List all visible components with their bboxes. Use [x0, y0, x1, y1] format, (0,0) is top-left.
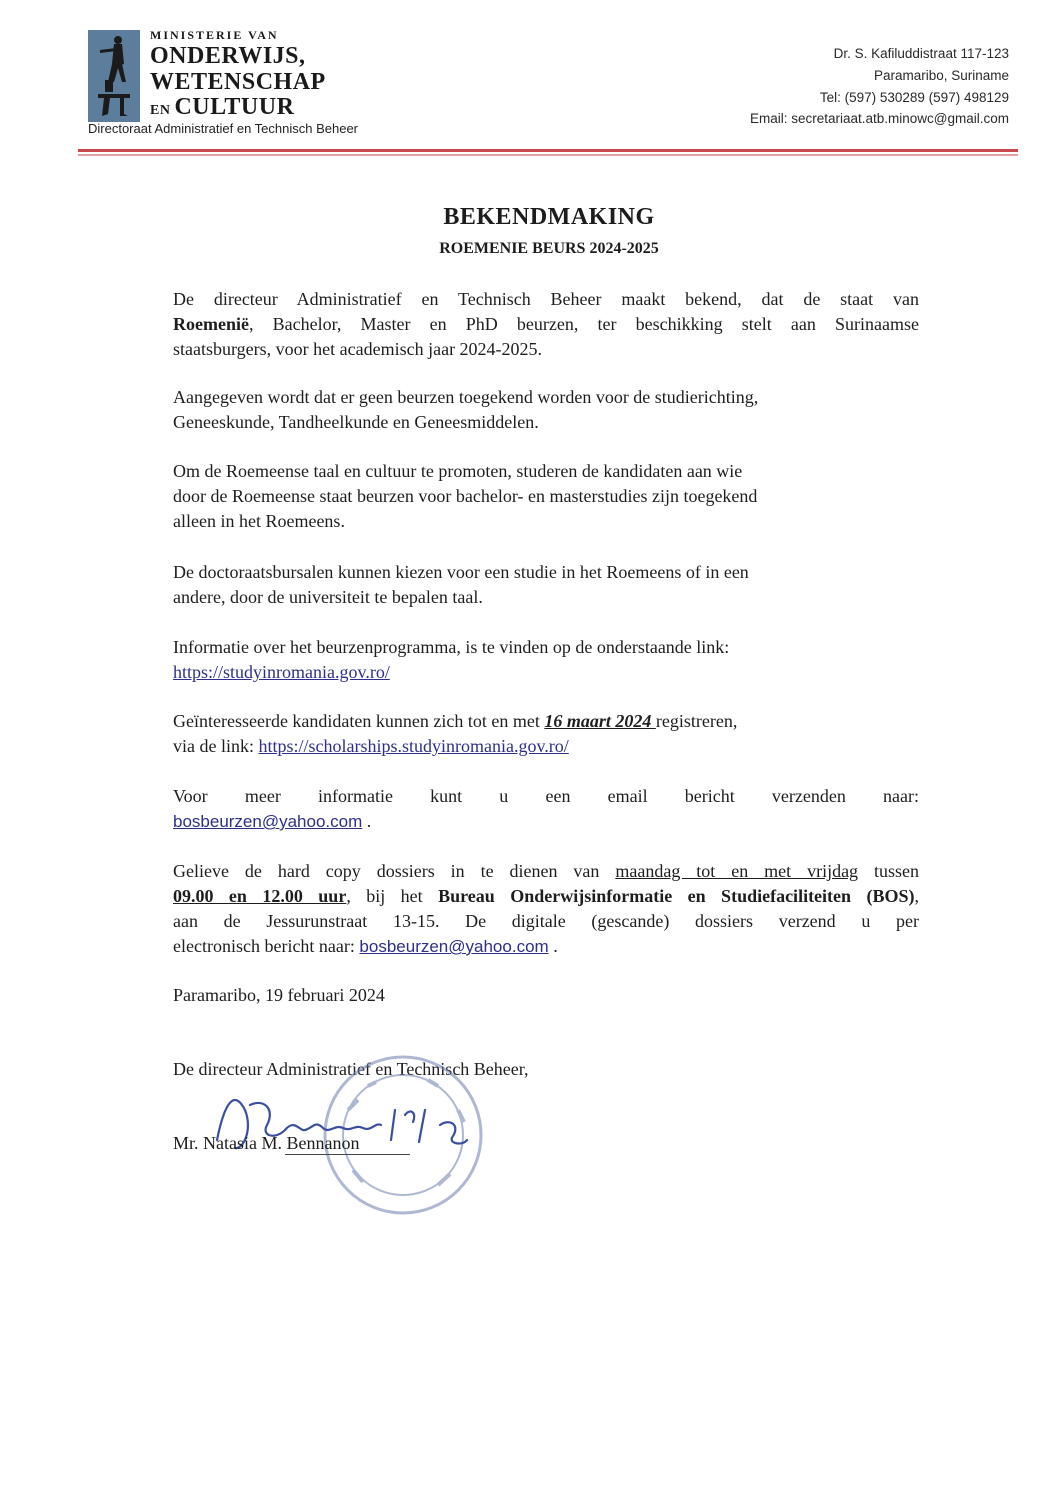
paragraph-line: Geneeskunde, Tandheelkunde en Geneesmiddelen.: [173, 412, 539, 432]
paragraph-text: tussen: [858, 861, 920, 881]
ministry-logo-icon: [88, 30, 140, 122]
paragraph-line: Voor meer informatie kunt u een email bericht verzenden naar:: [173, 786, 919, 806]
paragraph-text: via de link:: [173, 736, 259, 756]
submission-days: maandag tot en met vrijdag: [615, 861, 859, 881]
paragraph-text: Gelieve de hard copy dossiers in te dienen van: [173, 861, 616, 881]
closing-line: De directeur Administratief en Technisch Beheer,: [173, 1059, 529, 1079]
paragraph-line: Aangegeven wordt dat er geen beurzen toegekend worden voor de studierichting,: [173, 387, 759, 407]
paragraph-line: [173, 709, 919, 734]
paragraph-line: De directeur Administratief en Technisch Beheer maakt bekend, dat de staat van: [173, 289, 919, 309]
contact-email-link[interactable]: bosbeurzen@yahoo.com: [173, 812, 363, 831]
country-name: Roemenië: [173, 314, 249, 334]
paragraph-text: ,: [914, 886, 919, 906]
paragraph-language: [173, 459, 919, 534]
address-street: Dr. S. Kafiluddistraat 117-123: [833, 46, 1009, 61]
ministry-name-en: EN: [150, 103, 171, 118]
paragraph-line: Om de Roemeense taal en cultuur te promoten, studeren de kandidaten aan wie: [173, 461, 743, 481]
ministry-name-line1: ONDERWIJS,: [150, 43, 306, 69]
address-email: Email: secretariaat.atb.minowc@gmail.com: [749, 111, 1009, 126]
paragraph-line: aan de Jessurunstraat 13-15. De digitale (gescande) dossiers verzend u per: [173, 911, 919, 931]
place-date: Paramaribo, 19 februari 2024: [173, 985, 385, 1005]
signatory-name: Mr. Natasia M. Bennanon: [173, 1133, 360, 1153]
studyinromania-link[interactable]: https://studyinromania.gov.ro/: [173, 662, 390, 682]
bos-office-name: Bureau Onderwijsinformatie en Studiefaciliteiten (BOS): [438, 886, 915, 906]
paragraph-text: .: [362, 811, 372, 831]
paragraph-line: [173, 884, 919, 909]
directorate-name: Directoraat Administratief en Technisch Beheer: [88, 121, 359, 136]
paragraph-submission: [173, 859, 919, 959]
document-subtitle: ROEMENIE BEURS 2024-2025: [439, 240, 659, 257]
paragraph-text: Geïnteresseerde kandidaten kunnen zich tot en met: [173, 711, 545, 731]
submission-email-link[interactable]: bosbeurzen@yahoo.com: [359, 937, 549, 956]
paragraph-announcement: [173, 287, 919, 362]
address-phone: Tel: (597) 530289 (597) 498129: [819, 90, 1009, 105]
paragraph-text: , bij het: [346, 886, 439, 906]
paragraph-line: Informatie over het beurzenprogramma, is te vinden op de onderstaande link:: [173, 637, 730, 657]
scholarships-link[interactable]: https://scholarships.studyinromania.gov.ro/: [258, 736, 569, 756]
ministry-name-small: MINISTERIE VAN: [150, 28, 279, 42]
paragraph-line: andere, door de universiteit te bepalen taal.: [173, 587, 483, 607]
document-title: BEKENDMAKING: [443, 204, 655, 230]
paragraph-line: [173, 809, 919, 834]
signature-underline: [285, 1154, 410, 1155]
signature-icon: [205, 1070, 505, 1180]
paragraph-line: door de Roemeense staat beurzen voor bachelor- en masterstudies zijn toegekend: [173, 486, 758, 506]
paragraph-doctoral: [173, 560, 919, 610]
header-divider-secondary: [78, 154, 1018, 156]
paragraph-info-link: [173, 635, 919, 685]
paragraph-line: [173, 934, 919, 959]
paragraph-registration: [173, 709, 919, 759]
paragraph-exclusions: [173, 385, 919, 435]
registration-deadline: 16 maart 2024: [544, 711, 656, 731]
ministry-name-cultuur: CULTUUR: [174, 94, 295, 120]
paragraph-text: electronisch bericht naar:: [173, 936, 360, 956]
paragraph-text: , Bachelor, Master en PhD beurzen, ter beschikking stelt aan Surinaamse: [248, 314, 919, 334]
paragraph-line: De doctoraatsbursalen kunnen kiezen voor een studie in het Roemeens of in een: [173, 562, 749, 582]
paragraph-text: registreren,: [655, 711, 738, 731]
paragraph-contact: [173, 784, 919, 834]
submission-hours: 09.00 en 12.00 uur: [173, 886, 347, 906]
paragraph-line: [173, 859, 919, 884]
address-city: Paramaribo, Suriname: [873, 68, 1009, 83]
header-divider: [78, 149, 1018, 152]
paragraph-line: staatsburgers, voor het academisch jaar 2024-2025.: [173, 339, 543, 359]
paragraph-line: [173, 312, 919, 337]
paragraph-line: alleen in het Roemeens.: [173, 511, 345, 531]
paragraph-line: [173, 734, 919, 759]
ministry-name-line3: [150, 95, 294, 123]
paragraph-text: .: [548, 936, 558, 956]
ministry-name-line2: WETENSCHAP: [150, 69, 326, 95]
